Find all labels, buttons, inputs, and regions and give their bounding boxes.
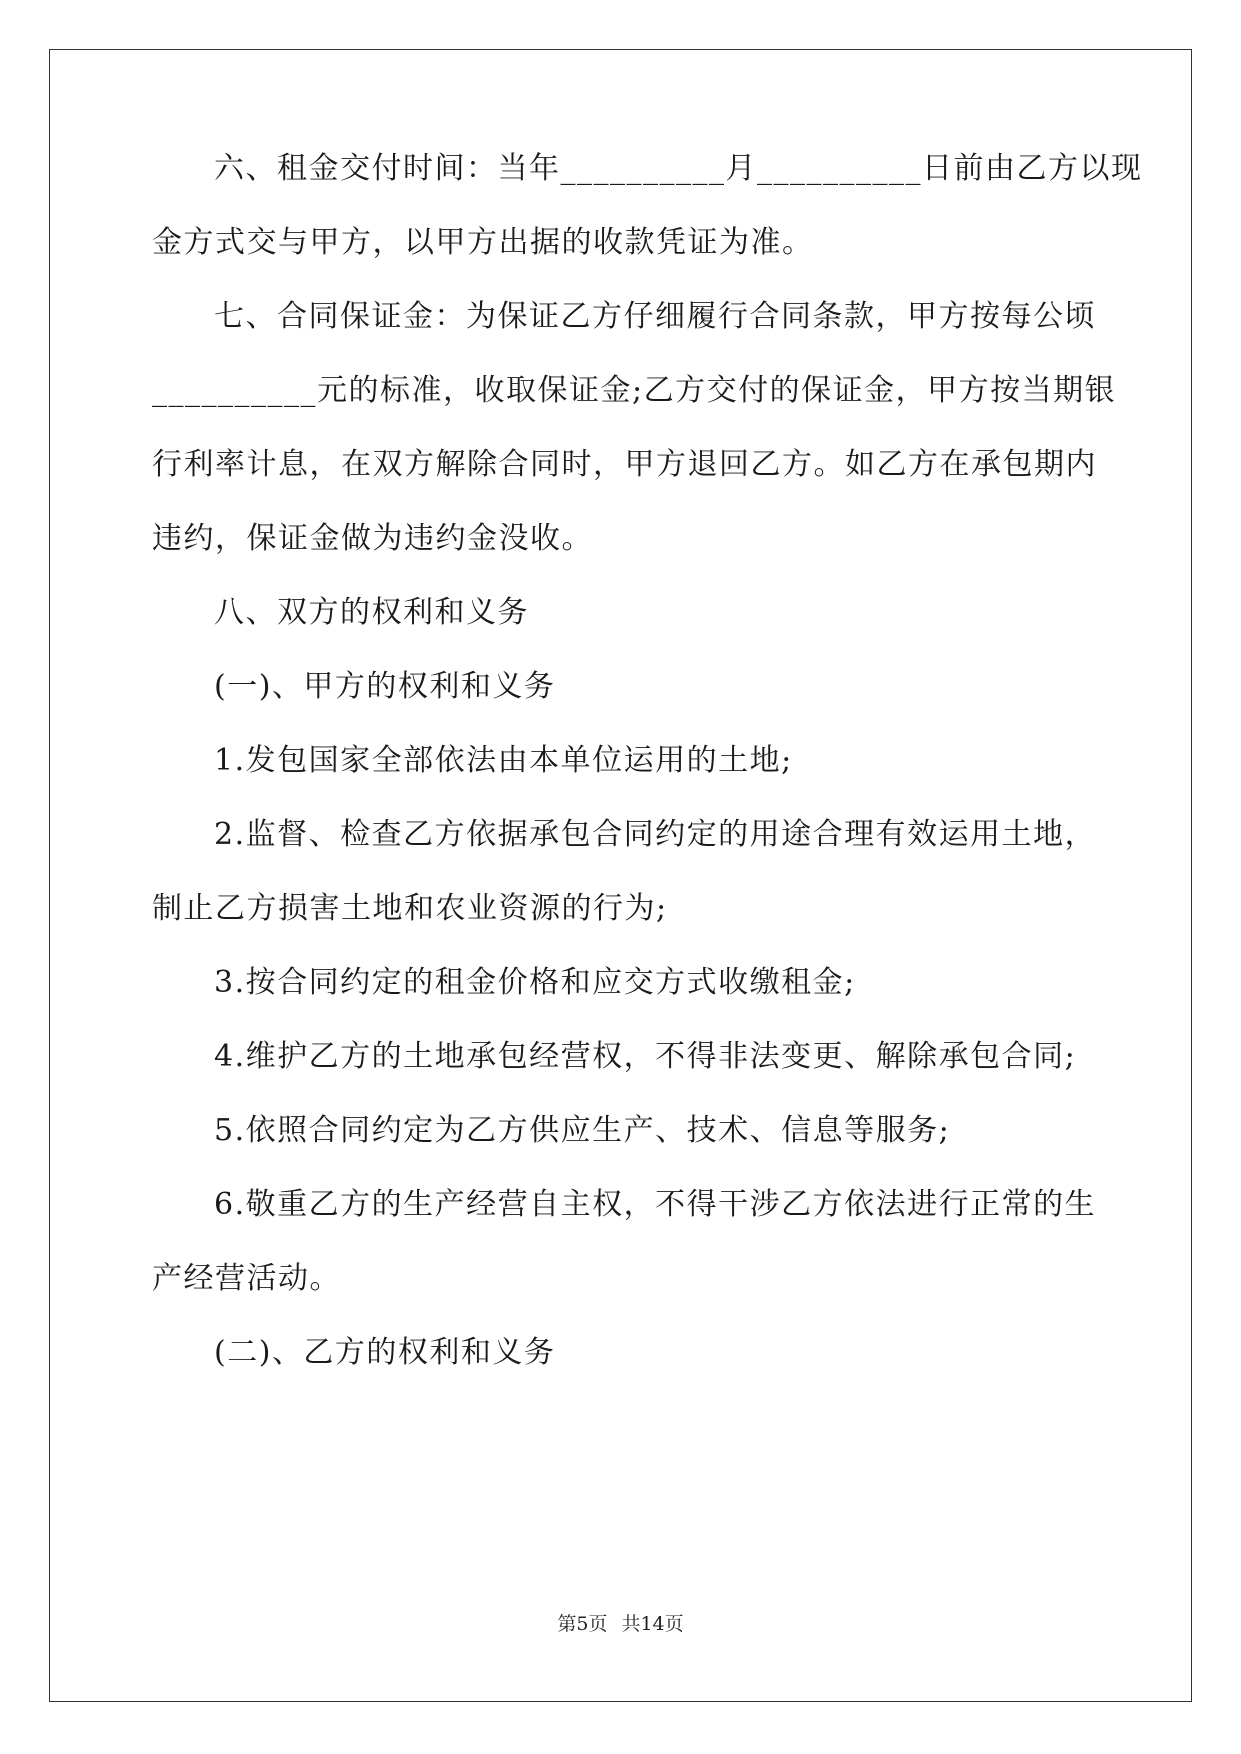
page-number: 第5页 <box>557 1613 608 1635</box>
party-a-item-5: 5.依照合同约定为乙方供应生产、技术、信息等服务; <box>214 1113 951 1148</box>
page-border <box>49 49 1192 1702</box>
party-a-item-1: 1.发包国家全部依法由本单位运用的土地; <box>214 743 793 778</box>
party-a-item-4: 4.维护乙方的土地承包经营权，不得非法变更、解除承包合同; <box>214 1039 1077 1074</box>
clause-7-line-2: __________元的标准，收取保证金;乙方交付的保证金，甲方按当期银 <box>152 373 1117 408</box>
party-b-heading: (二)、乙方的权利和义务 <box>214 1335 556 1370</box>
page-footer <box>0 1612 1241 1636</box>
party-a-item-6-line-2: 产经营活动。 <box>152 1261 341 1296</box>
clause-6-line-1: 六、租金交付时间：当年__________月__________日前由乙方以现 <box>214 151 1143 186</box>
party-a-item-2-line-2: 制止乙方损害土地和农业资源的行为; <box>152 891 668 926</box>
party-a-item-3: 3.按合同约定的租金价格和应交方式收缴租金; <box>214 965 856 1000</box>
party-a-item-6-line-1: 6.敬重乙方的生产经营自主权，不得干涉乙方依法进行正常的生 <box>214 1187 1097 1222</box>
clause-6-line-2: 金方式交与甲方，以甲方出据的收款凭证为准。 <box>152 225 814 260</box>
clause-7-line-1: 七、合同保证金：为保证乙方仔细履行合同条款，甲方按每公顷 <box>214 299 1096 334</box>
clause-7-line-3: 行利率计息，在双方解除合同时，甲方退回乙方。如乙方在承包期内 <box>152 447 1097 482</box>
clause-7-line-4: 违约，保证金做为违约金没收。 <box>152 521 593 556</box>
party-a-item-2-line-1: 2.监督、检查乙方依据承包合同约定的用途合理有效运用土地， <box>214 817 1097 852</box>
party-a-heading: (一)、甲方的权利和义务 <box>214 669 556 704</box>
clause-8-heading: 八、双方的权利和义务 <box>214 595 529 630</box>
page-total: 共14页 <box>621 1613 684 1635</box>
